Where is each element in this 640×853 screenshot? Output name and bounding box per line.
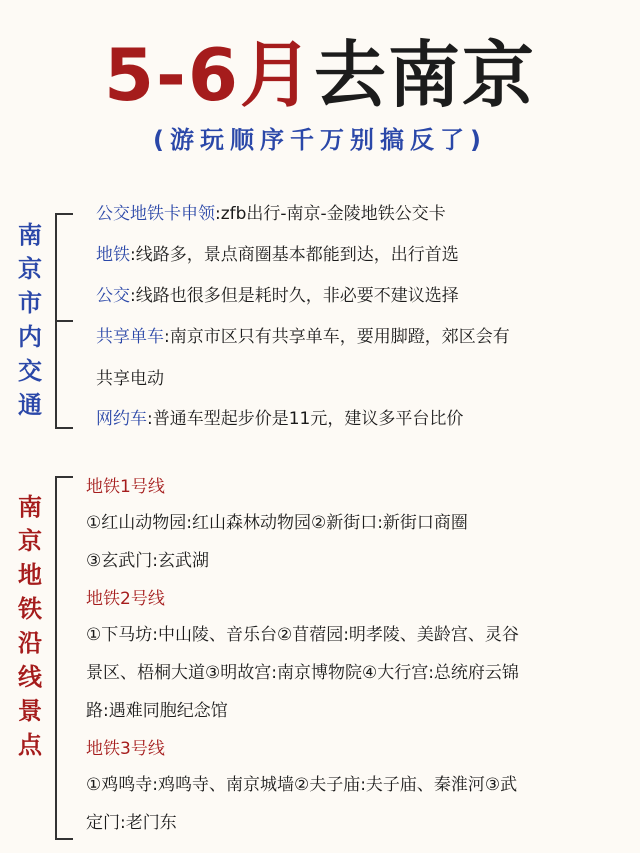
- metro-line-row: ③玄武门:玄武湖: [86, 551, 209, 571]
- transport-item: 地铁:线路多，景点商圈基本都能到达，出行首选: [96, 245, 459, 265]
- transport-item: 公交地铁卡申领:zfb出行-南京-金陵地铁公交卡: [96, 204, 446, 224]
- section-label-transport: 南 京 市 内 交 通: [18, 221, 42, 419]
- metro-line-row: ①鸡鸣寺:鸡鸣寺、南京城墙②夫子庙:夫子庙、秦淮河③武: [86, 775, 518, 795]
- metro-line-header: 地铁3号线: [86, 739, 165, 759]
- transport-item: 公交:线路也很多但是耗时久，非必要不建议选择: [96, 286, 459, 306]
- title-destination: 去南京: [314, 33, 537, 117]
- bracket-tick: [55, 213, 73, 215]
- metro-line-row: 路:遇难同胞纪念馆: [86, 701, 228, 721]
- metro-line-row: 景区、梧桐大道③明故宫:南京博物院④大行宫:总统府云锦: [86, 663, 519, 683]
- section2-bracket: [55, 476, 75, 838]
- bracket-tick: [55, 427, 73, 429]
- transport-item: 共享电动: [96, 369, 164, 389]
- metro-line-header: 地铁2号线: [86, 589, 165, 609]
- page-subtitle: (游玩顺序千万别搞反了): [153, 126, 487, 154]
- page-title: [0, 30, 640, 120]
- bracket-tick: [55, 320, 73, 322]
- bracket-tick: [55, 838, 73, 840]
- title-month: 5-6月: [103, 33, 315, 117]
- transport-item: 网约车:普通车型起步价是11元，建议多平台比价: [96, 409, 464, 429]
- section-label-metro-sights: 南 京 地 铁 沿 线 景 点: [18, 493, 42, 759]
- metro-line-header: 地铁1号线: [86, 477, 165, 497]
- metro-line-row: ①红山动物园:红山森林动物园②新街口:新街口商圈: [86, 513, 468, 533]
- transport-item: 共享单车:南京市区只有共享单车，要用脚蹬，郊区会有: [96, 327, 510, 347]
- metro-line-row: ①下马坊:中山陵、音乐台②苜蓿园:明孝陵、美龄宫、灵谷: [86, 625, 519, 645]
- bracket-tick: [55, 476, 73, 478]
- metro-line-row: 定门:老门东: [86, 813, 177, 833]
